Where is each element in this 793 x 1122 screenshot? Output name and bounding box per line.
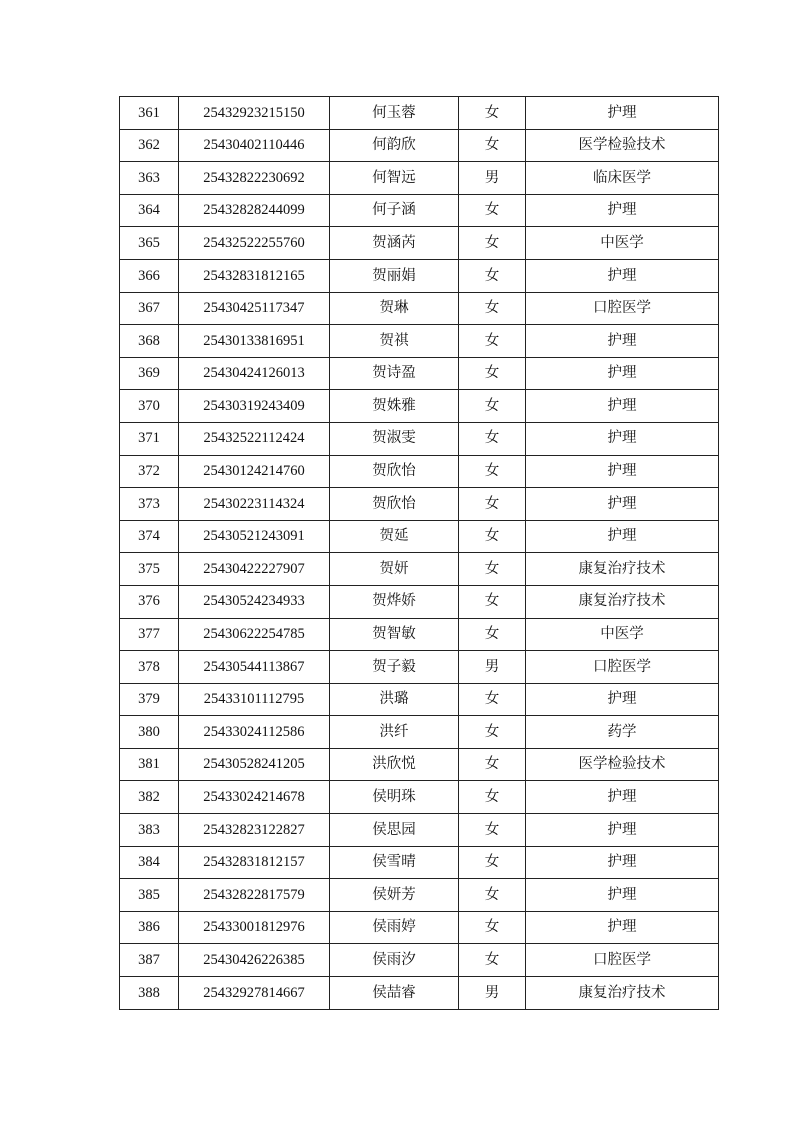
exam-id-cell: 25430528241205 [179,748,330,781]
gender-cell: 女 [459,553,526,586]
exam-id-cell: 25433024214678 [179,781,330,814]
table-row [120,129,719,162]
table-row [120,162,719,195]
row-number-cell: 373 [120,488,179,521]
major-cell: 护理 [526,259,719,292]
major-cell: 护理 [526,325,719,358]
row-number-cell: 370 [120,390,179,423]
major-cell: 中医学 [526,227,719,260]
exam-id-cell: 25432831812157 [179,846,330,879]
table-row [120,879,719,912]
exam-id-cell: 25430424126013 [179,357,330,390]
student-name-cell: 何玉蓉 [330,97,459,130]
major-cell: 药学 [526,716,719,749]
student-name-cell: 何韵欣 [330,129,459,162]
gender-cell: 女 [459,194,526,227]
student-name-cell: 侯雪晴 [330,846,459,879]
row-number-cell: 388 [120,977,179,1010]
row-number-cell: 385 [120,879,179,912]
major-cell: 康复治疗技术 [526,553,719,586]
student-name-cell: 侯思园 [330,814,459,847]
table-row [120,781,719,814]
table-row [120,292,719,325]
exam-id-cell: 25430425117347 [179,292,330,325]
major-cell: 护理 [526,911,719,944]
row-number-cell: 375 [120,553,179,586]
row-number-cell: 384 [120,846,179,879]
gender-cell: 女 [459,357,526,390]
table-row [120,977,719,1010]
table-row [120,259,719,292]
gender-cell: 女 [459,455,526,488]
row-number-cell: 362 [120,129,179,162]
major-cell: 护理 [526,814,719,847]
major-cell: 护理 [526,781,719,814]
row-number-cell: 369 [120,357,179,390]
major-cell: 护理 [526,97,719,130]
gender-cell: 女 [459,748,526,781]
row-number-cell: 368 [120,325,179,358]
row-number-cell: 382 [120,781,179,814]
table-row [120,455,719,488]
gender-cell: 女 [459,97,526,130]
gender-cell: 女 [459,944,526,977]
row-number-cell: 380 [120,716,179,749]
major-cell: 口腔医学 [526,944,719,977]
student-name-cell: 贺延 [330,520,459,553]
roster-table-body [120,97,719,1010]
major-cell: 护理 [526,879,719,912]
exam-id-cell: 25430402110446 [179,129,330,162]
exam-id-cell: 25432822817579 [179,879,330,912]
row-number-cell: 374 [120,520,179,553]
table-row [120,716,719,749]
row-number-cell: 386 [120,911,179,944]
table-row [120,944,719,977]
table-row [120,846,719,879]
gender-cell: 女 [459,488,526,521]
major-cell: 医学检验技术 [526,129,719,162]
gender-cell: 女 [459,911,526,944]
exam-id-cell: 25430622254785 [179,618,330,651]
major-cell: 护理 [526,488,719,521]
row-number-cell: 383 [120,814,179,847]
row-number-cell: 366 [120,259,179,292]
exam-id-cell: 25430124214760 [179,455,330,488]
row-number-cell: 367 [120,292,179,325]
table-row [120,97,719,130]
gender-cell: 女 [459,585,526,618]
student-name-cell: 洪纤 [330,716,459,749]
row-number-cell: 379 [120,683,179,716]
gender-cell: 女 [459,325,526,358]
exam-id-cell: 25432822230692 [179,162,330,195]
gender-cell: 女 [459,879,526,912]
gender-cell: 男 [459,162,526,195]
gender-cell: 女 [459,292,526,325]
major-cell: 康复治疗技术 [526,977,719,1010]
table-row [120,357,719,390]
student-name-cell: 贺子毅 [330,651,459,684]
table-row [120,520,719,553]
major-cell: 护理 [526,683,719,716]
exam-id-cell: 25432927814667 [179,977,330,1010]
row-number-cell: 387 [120,944,179,977]
row-number-cell: 377 [120,618,179,651]
student-name-cell: 何子涵 [330,194,459,227]
row-number-cell: 371 [120,422,179,455]
exam-id-cell: 25430524234933 [179,585,330,618]
gender-cell: 女 [459,422,526,455]
exam-id-cell: 25430422227907 [179,553,330,586]
major-cell: 护理 [526,846,719,879]
exam-id-cell: 25432831812165 [179,259,330,292]
table-row [120,683,719,716]
gender-cell: 女 [459,716,526,749]
exam-id-cell: 25432923215150 [179,97,330,130]
gender-cell: 女 [459,129,526,162]
row-number-cell: 361 [120,97,179,130]
row-number-cell: 381 [120,748,179,781]
student-name-cell: 贺智敏 [330,618,459,651]
gender-cell: 女 [459,618,526,651]
gender-cell: 女 [459,683,526,716]
exam-id-cell: 25430521243091 [179,520,330,553]
gender-cell: 女 [459,814,526,847]
gender-cell: 女 [459,846,526,879]
exam-id-cell: 25433001812976 [179,911,330,944]
student-name-cell: 贺欣怡 [330,455,459,488]
student-name-cell: 贺琳 [330,292,459,325]
student-name-cell: 洪欣悦 [330,748,459,781]
major-cell: 护理 [526,357,719,390]
student-name-cell: 贺祺 [330,325,459,358]
major-cell: 口腔医学 [526,292,719,325]
student-name-cell: 侯妍芳 [330,879,459,912]
exam-id-cell: 25430426226385 [179,944,330,977]
major-cell: 口腔医学 [526,651,719,684]
gender-cell: 男 [459,651,526,684]
gender-cell: 女 [459,781,526,814]
gender-cell: 女 [459,227,526,260]
major-cell: 中医学 [526,618,719,651]
student-name-cell: 贺烨娇 [330,585,459,618]
major-cell: 康复治疗技术 [526,585,719,618]
student-name-cell: 洪璐 [330,683,459,716]
row-number-cell: 363 [120,162,179,195]
major-cell: 临床医学 [526,162,719,195]
major-cell: 护理 [526,455,719,488]
row-number-cell: 372 [120,455,179,488]
row-number-cell: 378 [120,651,179,684]
table-row [120,553,719,586]
major-cell: 护理 [526,194,719,227]
gender-cell: 女 [459,520,526,553]
table-row [120,748,719,781]
exam-id-cell: 25432522255760 [179,227,330,260]
student-name-cell: 贺欣怡 [330,488,459,521]
table-row [120,390,719,423]
gender-cell: 女 [459,390,526,423]
student-name-cell: 贺诗盈 [330,357,459,390]
major-cell: 护理 [526,422,719,455]
table-row [120,488,719,521]
exam-id-cell: 25430544113867 [179,651,330,684]
table-row [120,194,719,227]
major-cell: 护理 [526,390,719,423]
table-row [120,814,719,847]
exam-id-cell: 25430133816951 [179,325,330,358]
row-number-cell: 364 [120,194,179,227]
table-row [120,618,719,651]
student-name-cell: 何智远 [330,162,459,195]
exam-id-cell: 25432823122827 [179,814,330,847]
table-row [120,227,719,260]
gender-cell: 男 [459,977,526,1010]
gender-cell: 女 [459,259,526,292]
student-name-cell: 贺淑雯 [330,422,459,455]
table-row [120,911,719,944]
exam-id-cell: 25432522112424 [179,422,330,455]
student-name-cell: 侯明珠 [330,781,459,814]
table-row [120,325,719,358]
student-name-cell: 贺丽娟 [330,259,459,292]
row-number-cell: 376 [120,585,179,618]
student-name-cell: 侯喆睿 [330,977,459,1010]
exam-id-cell: 25430319243409 [179,390,330,423]
student-name-cell: 侯雨汐 [330,944,459,977]
table-row [120,651,719,684]
table-row [120,422,719,455]
major-cell: 医学检验技术 [526,748,719,781]
student-name-cell: 贺涵芮 [330,227,459,260]
row-number-cell: 365 [120,227,179,260]
exam-id-cell: 25430223114324 [179,488,330,521]
student-name-cell: 贺妍 [330,553,459,586]
table-row [120,585,719,618]
exam-id-cell: 25433024112586 [179,716,330,749]
student-roster-table [119,96,719,1010]
student-name-cell: 贺姝雅 [330,390,459,423]
exam-id-cell: 25433101112795 [179,683,330,716]
exam-id-cell: 25432828244099 [179,194,330,227]
student-name-cell: 侯雨婷 [330,911,459,944]
major-cell: 护理 [526,520,719,553]
